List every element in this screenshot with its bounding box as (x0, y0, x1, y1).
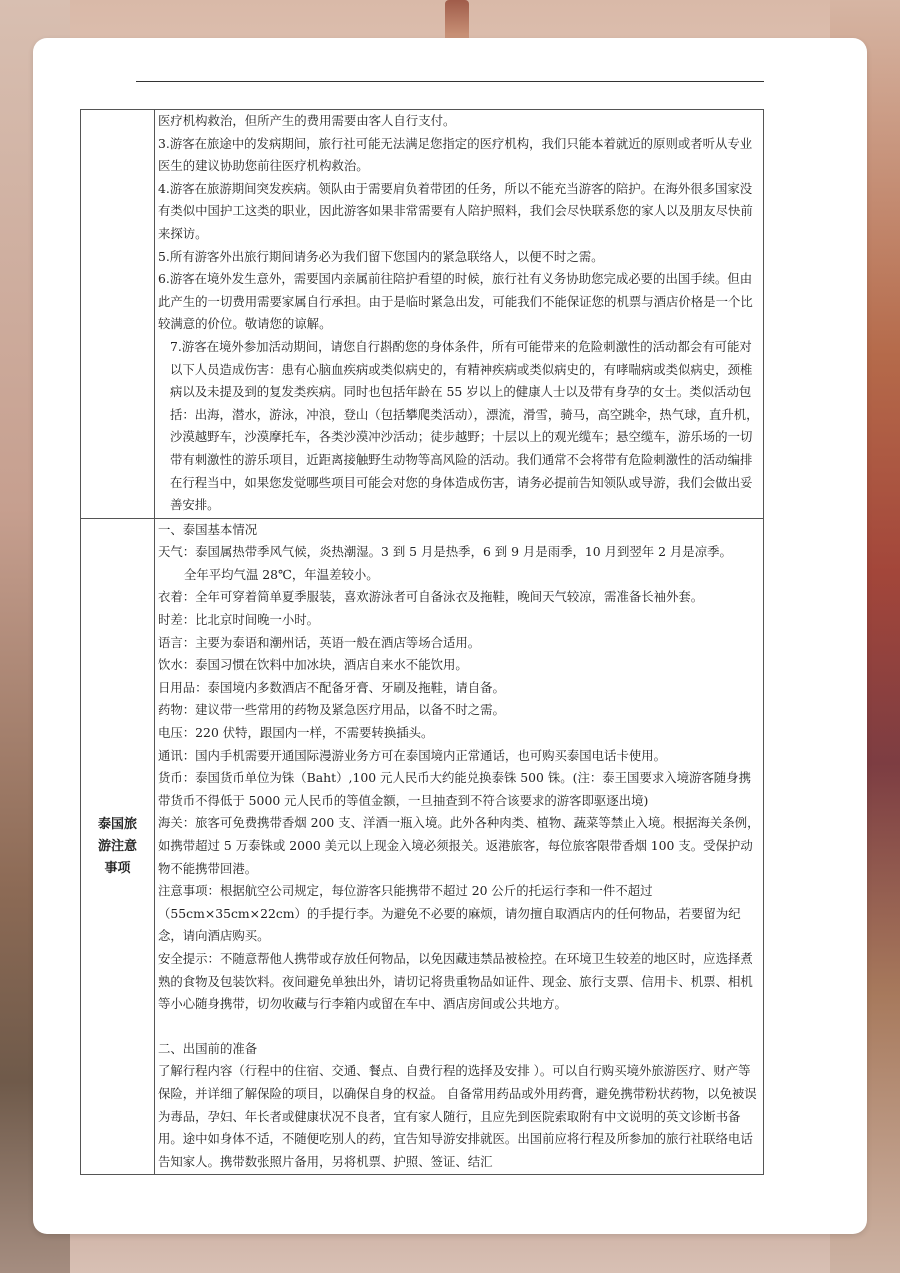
timezone-text: 时差：比北京时间晚一小时。 (158, 612, 320, 628)
telecom-text: 通讯：国内手机需要开通国际漫游业务方可在泰国境内正常通话，也可购买泰国电话卡使用。 (158, 747, 667, 763)
medical-note-7: 7.游客在境外参加活动期间，请您自行斟酌您的身体条件，所有可能带来的危险刺激性的活动都会有可能对以下人员造成伤害：患有心脑血疾病或类似病史的，有精神疾病或类似病史的，有哮喘病或类似病史，颈椎病以及未提及到的复发类疾病。同时也包括年龄在 55 岁以上的健康人士以及带有身孕的女士。类似活动包括：出海，潜水，游泳，冲浪，登山（包括攀爬类活动），漂流，滑雪，骑马，高空跳伞，热气球，直升机，沙漠越野车，沙漠摩托车，各类沙漠冲沙活动；徒步越野；十层以上的观光缆车；悬空缆车，游乐场的一切带有刺激性的游乐项目，近距离接触野生动物等高风险的活动。我们通常不会将带有危险刺激性的活动编排在行程当中，如果您发觉哪些项目可能会对您的身体造成伤害，请务必提前告知领队或导游，我们会做出妥善安排。 (170, 338, 759, 513)
notes-table (80, 109, 764, 1175)
medical-note-3: 3.游客在旅途中的发病期间，旅行社可能无法满足您指定的医疗机构，我们只能本着就近的原则或者听从专业医生的建议协助您前往医疗机构救治。 (158, 135, 753, 174)
weather-text: 天气：泰国属热带季风气候，炎热潮湿。3 到 5 月是热季，6 到 9 月是雨季，10 月到翌年 2 月是凉季。 (158, 544, 732, 560)
preparation-text: 了解行程内容（行程中的住宿、交通、餐点、自费行程的选择及安排 ）。可以自行购买境外旅游医疗、财产等保险，并详细了解保险的项目，以确保自身的权益。 自备常用药品或外用药膏，避免携带粉状药物，以免被误为毒品，孕妇、年长者或健康状况不良者，宜有家人随行，且应先到医院索取附有中文说明的英文诊断书备用。途中如身体不适，不随便吃别人的药，宜告知导游安排就医。出国前应将行程及所参加的旅行社联络电话告知家人。携带数张照片备用，另将机票、护照、签证、结汇 (158, 1063, 757, 1169)
medical-note-6: 6.游客在境外发生意外，需要国内亲属前往陪护看望的时候，旅行社有义务协助您完成必要的出国手续。但由此产生的一切费用需要家属自行承担。由于是临时紧急出发，可能我们不能保证您的机票与酒店价格是一个比较满意的价位。敬请您的谅解。 (158, 271, 753, 332)
clothing-text: 衣着：全年可穿着简单夏季服装，喜欢游泳者可自备泳衣及拖鞋，晚间天气较凉，需准备长袖外套。 (158, 589, 704, 605)
voltage-text: 电压：220 伏特，跟国内一样，不需要转换插头。 (158, 725, 434, 741)
heading-preparation: 二、出国前的准备 (158, 1040, 258, 1056)
currency-text: 货币：泰国货币单位为铢（Baht）,100 元人民币大约能兑换泰铢 500 铢。(注：泰王国要求入境游客随身携带货币不得低于 5000 元人民币的等值金额，一旦抽查到不符合该要求的游客即驱逐出境) (158, 770, 751, 808)
heading-basic-info: 一、泰国基本情况 (158, 521, 258, 537)
table-row (81, 110, 764, 519)
water-text: 饮水：泰国习惯在饮料中加冰块，酒店自来水不能饮用。 (158, 657, 468, 673)
medical-notes-cell (155, 110, 764, 519)
medical-note-4: 4.游客在旅游期间突发疾病。领队由于需要肩负着带团的任务，所以不能充当游客的陪护。在海外很多国家没有类似中国护工这类的职业，因此游客如果非常需要有人陪护照料，我们会尽快联系您的家人以及朋友尽快前来探访。 (158, 180, 753, 241)
medical-note-1: 医疗机构救治，但所产生的费用需要由客人自行支付。 (158, 113, 456, 128)
weather-text-2: 全年平均气温 28℃，年温差较小。 (184, 566, 379, 582)
spacer (158, 1016, 760, 1038)
customs-text: 海关：旅客可免费携带香烟 200 支、洋酒一瓶入境。此外各种肉类、植物、蔬菜等禁止入境。根据海关条例，如携带超过 5 万泰铢或 2000 美元以上现金入境必须报关。返港旅客，每位旅客限带香烟 100 支。受保护动物不能携带回港。 (158, 815, 760, 876)
header-rule (136, 81, 764, 82)
row-label-empty (81, 110, 155, 519)
medical-note-5: 5.所有游客外出旅行期间请务必为我们留下您国内的紧急联络人，以便不时之需。 (158, 248, 604, 264)
language-text: 语言：主要为泰语和潮州话，英语一般在酒店等场合适用。 (158, 634, 481, 650)
background-spire (445, 0, 469, 42)
medicine-text: 药物：建议带一些常用的药物及紧急医疗用品，以备不时之需。 (158, 702, 505, 718)
section-label: 泰国旅游注意事项 (81, 518, 155, 1175)
luggage-text: 注意事项：根据航空公司规定，每位游客只能携带不超过 20 公斤的托运行李和一件不超过（55cm×35cm×22cm）的手提行李。为避免不必要的麻烦，请勿擅自取酒店内的任何物品，若要留为纪念，请向酒店购买。 (158, 883, 741, 944)
table-row (81, 518, 764, 1175)
thailand-notes-cell (155, 518, 764, 1175)
safety-text: 安全提示：不随意帮他人携带或存放任何物品，以免因藏违禁品被检控。在环境卫生较差的地区时，应选择煮熟的食物及包装饮料。夜间避免单独出外，请切记将贵重物品如证件、现金、旅行支票、信用卡、机票、相机等小心随身携带，切勿收藏与行李箱内或留在车中、酒店房间或公共地方。 (158, 950, 753, 1012)
toiletries-text: 日用品：泰国境内多数酒店不配备牙膏、牙刷及拖鞋，请自备。 (158, 679, 505, 695)
